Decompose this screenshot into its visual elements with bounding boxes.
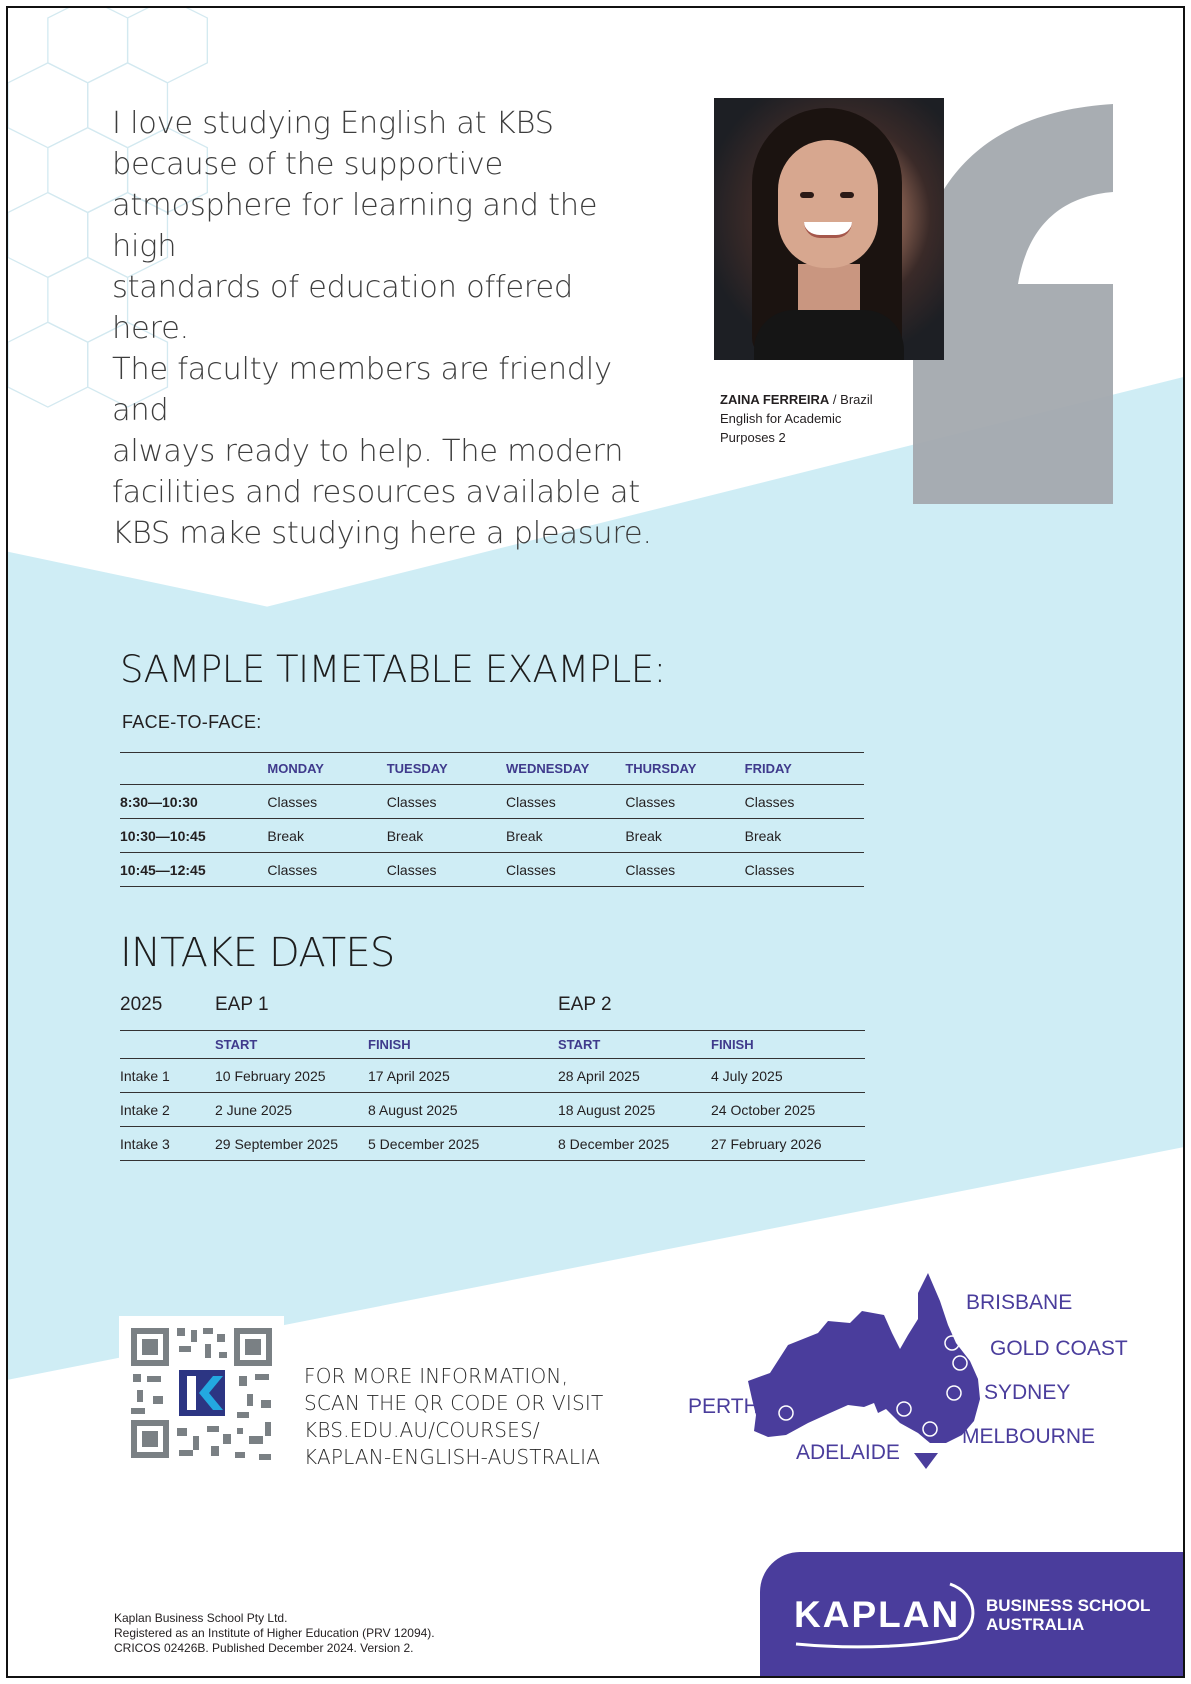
intake-label: Intake 2 [120, 1093, 215, 1127]
quote-line: because of the supportive [112, 147, 503, 182]
day-header: MONDAY [267, 753, 386, 785]
brochure-page [6, 6, 1185, 1678]
table-row [120, 785, 864, 819]
table-cell: 8 August 2025 [368, 1093, 558, 1127]
quote-line: standards of education offered here. [112, 270, 573, 346]
table-cell: Classes [506, 785, 625, 819]
table-row [120, 1127, 865, 1161]
student-course-line: Purposes 2 [720, 430, 786, 445]
table-row [120, 853, 864, 887]
logo-swoosh [790, 1580, 990, 1650]
table-cell: Break [745, 819, 864, 853]
table-cell: 5 December 2025 [368, 1127, 558, 1161]
quote-line: atmosphere for learning and the high [112, 188, 598, 264]
table-cell: Classes [745, 853, 864, 887]
day-header: TUESDAY [387, 753, 506, 785]
table-row [120, 819, 864, 853]
time-cell: 10:45—12:45 [120, 853, 267, 887]
city-label: PERTH [688, 1395, 759, 1418]
table-cell: Classes [506, 853, 625, 887]
city-label: GOLD COAST [990, 1337, 1128, 1360]
empty-header [120, 1031, 215, 1059]
column-header: FINISH [711, 1031, 865, 1059]
table-row [120, 1059, 865, 1093]
legal-text [114, 1611, 435, 1656]
table-cell: Classes [625, 785, 744, 819]
quote-line: I love studying English at KBS [112, 106, 554, 141]
table-header-row [120, 753, 864, 785]
table-cell: Classes [387, 853, 506, 887]
intake-group-eap2: EAP 2 [558, 994, 612, 1015]
table-cell: 4 July 2025 [711, 1059, 865, 1093]
table-cell: 2 June 2025 [215, 1093, 368, 1127]
city-label: SYDNEY [984, 1381, 1071, 1404]
quote-line: The faculty members are friendly and [112, 352, 612, 428]
intake-label: Intake 1 [120, 1059, 215, 1093]
table-cell: 18 August 2025 [558, 1093, 711, 1127]
intake-year: 2025 [120, 994, 163, 1015]
timetable-table [120, 752, 864, 887]
quote-line: always ready to help. The modern [112, 434, 624, 469]
student-course-line: English for Academic [720, 411, 842, 426]
more-info-text [304, 1363, 603, 1471]
table-cell: 8 December 2025 [558, 1127, 711, 1161]
time-cell: 10:30—10:45 [120, 819, 267, 853]
table-cell: 24 October 2025 [711, 1093, 865, 1127]
timetable-subheading: FACE-TO-FACE: [122, 712, 262, 732]
city-label: ADELAIDE [796, 1441, 900, 1464]
table-cell: 10 February 2025 [215, 1059, 368, 1093]
qr-code[interactable] [119, 1316, 284, 1470]
table-cell: 27 February 2026 [711, 1127, 865, 1161]
table-cell: Classes [625, 853, 744, 887]
table-cell: Classes [745, 785, 864, 819]
legal-line: Registered as an Institute of Higher Education (PRV 12094). [114, 1626, 435, 1640]
student-name: ZAINA FERREIRA [720, 392, 830, 407]
quote-line: facilities and resources available at [112, 475, 640, 510]
logo-line: AUSTRALIA [986, 1615, 1085, 1634]
logo-line: BUSINESS SCHOOL [986, 1596, 1151, 1615]
table-cell: Break [506, 819, 625, 853]
table-cell: Classes [267, 853, 386, 887]
info-line: FOR MORE INFORMATION, [304, 1364, 569, 1388]
day-header: WEDNESDAY [506, 753, 625, 785]
table-cell: Classes [267, 785, 386, 819]
intake-table [120, 1030, 865, 1161]
table-cell: Break [387, 819, 506, 853]
info-line: SCAN THE QR CODE OR VISIT [304, 1391, 604, 1415]
column-header: START [558, 1031, 711, 1059]
table-cell: 28 April 2025 [558, 1059, 711, 1093]
intake-group-eap1: EAP 1 [215, 994, 269, 1015]
table-cell: 29 September 2025 [215, 1127, 368, 1161]
column-header: FINISH [368, 1031, 558, 1059]
table-header-row [120, 1031, 865, 1059]
column-header: START [215, 1031, 368, 1059]
empty-header [120, 753, 267, 785]
student-photo [714, 98, 944, 360]
day-header: FRIDAY [745, 753, 864, 785]
table-cell: Break [267, 819, 386, 853]
kaplan-wordmark: KAPLAN [794, 1594, 961, 1635]
city-label: BRISBANE [966, 1291, 1073, 1314]
info-line[interactable]: KBS.EDU.AU/COURSES/ [304, 1418, 540, 1442]
day-header: THURSDAY [625, 753, 744, 785]
table-cell: Classes [387, 785, 506, 819]
student-country: / Brazil [832, 392, 873, 407]
australia-map [678, 1263, 1158, 1493]
testimonial-quote [112, 103, 652, 554]
quote-line: KBS make studying here a pleasure. [112, 516, 652, 551]
table-cell: Break [625, 819, 744, 853]
intake-label: Intake 3 [120, 1127, 215, 1161]
info-line[interactable]: KAPLAN-ENGLISH-AUSTRALIA [304, 1445, 601, 1469]
logo-subtitle [986, 1596, 1150, 1634]
legal-line: CRICOS 02426B. Published December 2024. Version 2. [114, 1641, 414, 1655]
table-row [120, 1093, 865, 1127]
city-label: MELBOURNE [962, 1425, 1096, 1448]
time-cell: 8:30—10:30 [120, 785, 267, 819]
student-caption [720, 390, 873, 447]
intake-heading: INTAKE DATES [120, 930, 395, 976]
table-cell: 17 April 2025 [368, 1059, 558, 1093]
legal-line: Kaplan Business School Pty Ltd. [114, 1611, 288, 1625]
timetable-heading: SAMPLE TIMETABLE EXAMPLE: [120, 648, 666, 691]
kaplan-logo-block [760, 1552, 1185, 1678]
